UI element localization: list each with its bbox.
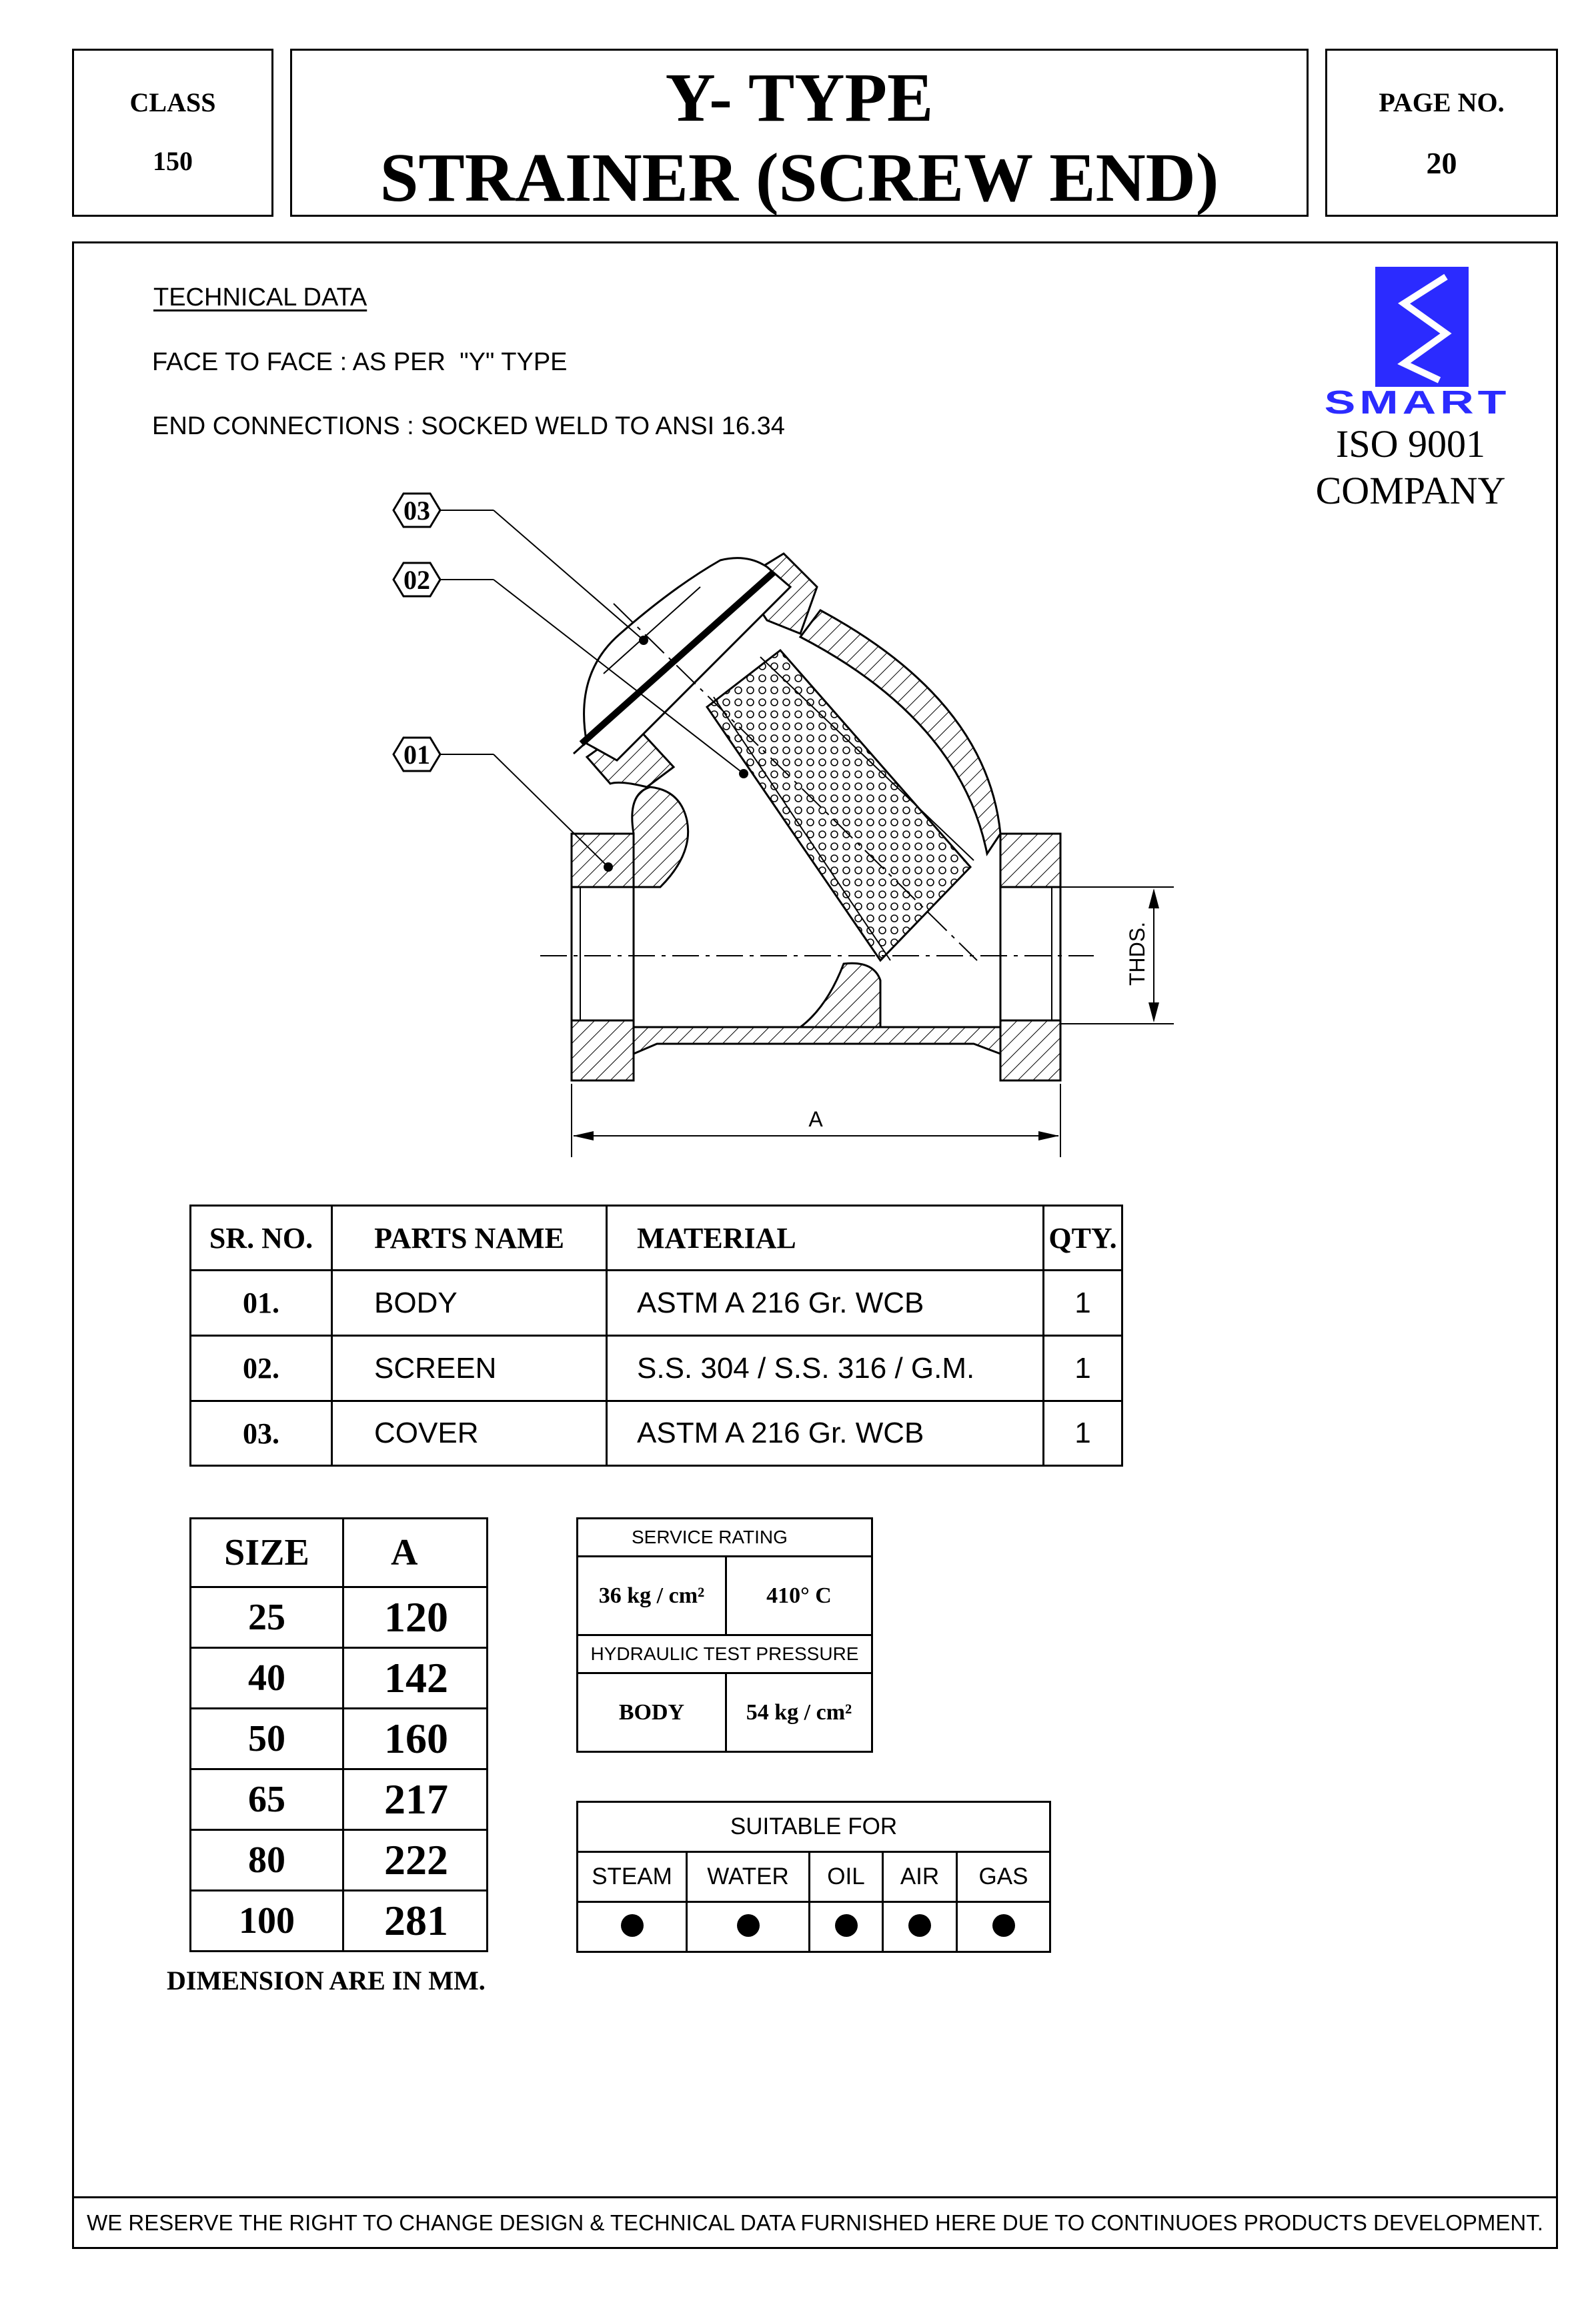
suitable-for-heading: SUITABLE FOR [578,1802,1050,1852]
body-label: BODY [578,1673,726,1752]
a-value: 217 [343,1769,488,1830]
a-value: 281 [343,1891,488,1952]
size-value: 100 [191,1891,343,1952]
bullet-icon [908,1914,931,1937]
parts-header-name: PARTS NAME [332,1206,607,1271]
table-row [191,1271,1122,1336]
service-rating-label: SERVICE RATING [578,1519,872,1557]
part-material: ASTM A 216 Gr. WCB [607,1271,1044,1336]
size-value: 80 [191,1830,343,1891]
suitable-for-table [576,1801,1051,1953]
size-header: SIZE [191,1519,343,1587]
water-check [687,1902,810,1952]
medium-steam: STEAM [578,1852,687,1902]
steam-check [578,1902,687,1952]
part-qty: 1 [1044,1336,1122,1401]
parts-header-qty: QTY. [1044,1206,1122,1271]
bullet-icon [737,1914,760,1937]
part-material: ASTM A 216 Gr. WCB [607,1401,1044,1466]
part-srno: 02. [191,1336,332,1401]
parts-header-srno: SR. NO. [191,1206,332,1271]
title-line-1: Y- TYPE [665,59,934,136]
smart-wordmark: SMART [1324,384,1511,421]
size-value: 25 [191,1587,343,1648]
end-connections-text: END CONNECTIONS : SOCKED WELD TO ANSI 16.34 [152,412,785,440]
class-value: 150 [153,145,193,176]
part-srno: 01. [191,1271,332,1336]
part-material: S.S. 304 / S.S. 316 / G.M. [607,1336,1044,1401]
a-value: 222 [343,1830,488,1891]
table-row [191,1401,1122,1466]
part-srno: 03. [191,1401,332,1466]
iso-text: ISO 9001 [1336,422,1485,466]
table-row [191,1587,488,1648]
callout-01: 01 [404,739,430,770]
table-row [191,1769,488,1830]
size-value: 50 [191,1709,343,1769]
class-label: CLASS [129,87,216,117]
part-qty: 1 [1044,1271,1122,1336]
air-check [883,1902,957,1952]
parts-header-material: MATERIAL [607,1206,1044,1271]
a-value: 160 [343,1709,488,1769]
size-table [189,1517,488,1952]
face-to-face-text: FACE TO FACE : AS PER "Y" TYPE [152,348,568,376]
table-row [191,1648,488,1709]
part-qty: 1 [1044,1401,1122,1466]
oil-check [810,1902,883,1952]
company-text: COMPANY [1315,468,1506,512]
page-value: 20 [1426,145,1457,180]
service-temperature: 410° C [726,1557,872,1635]
technical-heading: TECHNICAL DATA [153,283,367,311]
thds-label: THDS. [1124,922,1149,986]
callout-02: 02 [404,564,430,595]
page-label: PAGE NO. [1379,87,1505,117]
table-row [191,1336,1122,1401]
gas-check [957,1902,1050,1952]
a-value: 120 [343,1587,488,1648]
medium-gas: GAS [957,1852,1050,1902]
service-pressure: 36 kg / cm² [578,1557,726,1635]
service-rating-table [576,1517,873,1753]
hydraulic-test-label: HYDRAULIC TEST PRESSURE [578,1635,872,1673]
part-name: COVER [332,1401,607,1466]
part-name: BODY [332,1271,607,1336]
bullet-icon [992,1914,1015,1937]
a-value: 142 [343,1648,488,1709]
size-value: 65 [191,1769,343,1830]
size-value: 40 [191,1648,343,1709]
parts-table [189,1205,1123,1467]
bullet-icon [835,1914,858,1937]
a-header: A [343,1519,488,1587]
table-row [191,1891,488,1952]
dimension-a-label: A [808,1106,823,1131]
table-row [191,1830,488,1891]
medium-water: WATER [687,1852,810,1902]
dimension-note: DIMENSION ARE IN MM. [167,1966,486,1996]
footer-text: WE RESERVE THE RIGHT TO CHANGE DESIGN & TECHNICAL DATA FURNISHED HERE DUE TO CONTINUOES PRODUCTS DEVELOPMENT. [87,2210,1543,2235]
body-test-pressure: 54 kg / cm² [726,1673,872,1752]
medium-oil: OIL [810,1852,883,1902]
table-row [191,1709,488,1769]
part-name: SCREEN [332,1336,607,1401]
bullet-icon [621,1914,644,1937]
title-line-2: STRAINER (SCREW END) [379,139,1219,216]
footer-divider [72,2196,1558,2198]
callout-03: 03 [404,495,430,526]
medium-air: AIR [883,1852,957,1902]
